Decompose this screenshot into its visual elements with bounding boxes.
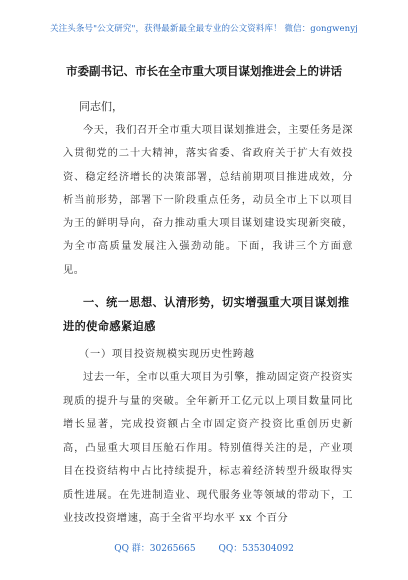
header-note: 关注头条号"公文研究"，获得最新最全最专业的公文资料库！ 微信：gongwenyj (50, 24, 358, 34)
footer-qq-group: QQ 群：30265665 (114, 544, 196, 554)
body-paragraph: 过去一年，全市以重大项目为引擎，推动固定资产投资实现质的提升与量的突破。全年新开工亿元以上项目数量同比增长显著，完成投资额占全市固定资产投资比重创历史新高，凸显重大项目压舱石作用。特别值得关注的是，产业项目在投资结构中占比持续提升，标志着经济转型升级取得实质性进展。在先进制造业、现代服务业等领域的带动下，工业技改投资增速，高于全省平均水平 xx 个百分 (63, 372, 353, 524)
document-title: 市委副书记、市长在全市重大项目谋划推进会上的讲话 (66, 64, 342, 78)
salutation: 同志们， (79, 100, 123, 113)
intro-paragraph: 今天，我们召开全市重大项目谋划推进会，主要任务是深入贯彻党的二十大精神，落实省委、省政府关于扩大有效投资、稳定经济增长的决策部署，总结前期项目推进成效，分析当前形势，部署下一阶段重点任务，动员全市上下以项目为王的鲜明导向，奋力推动重大项目谋划建设实现新突破，为全市高质量发展注入强劲动能。下面，我讲三个方面意见。 (63, 125, 353, 276)
footer-contact (0, 541, 408, 554)
section-heading: 一、统一思想、认清形势，切实增强重大项目谋划推进的使命感紧迫感 (63, 295, 350, 333)
subheading: （一）项目投资规模实现历史性跨越 (79, 349, 255, 360)
footer-qq: QQ：535304092 (218, 544, 294, 554)
